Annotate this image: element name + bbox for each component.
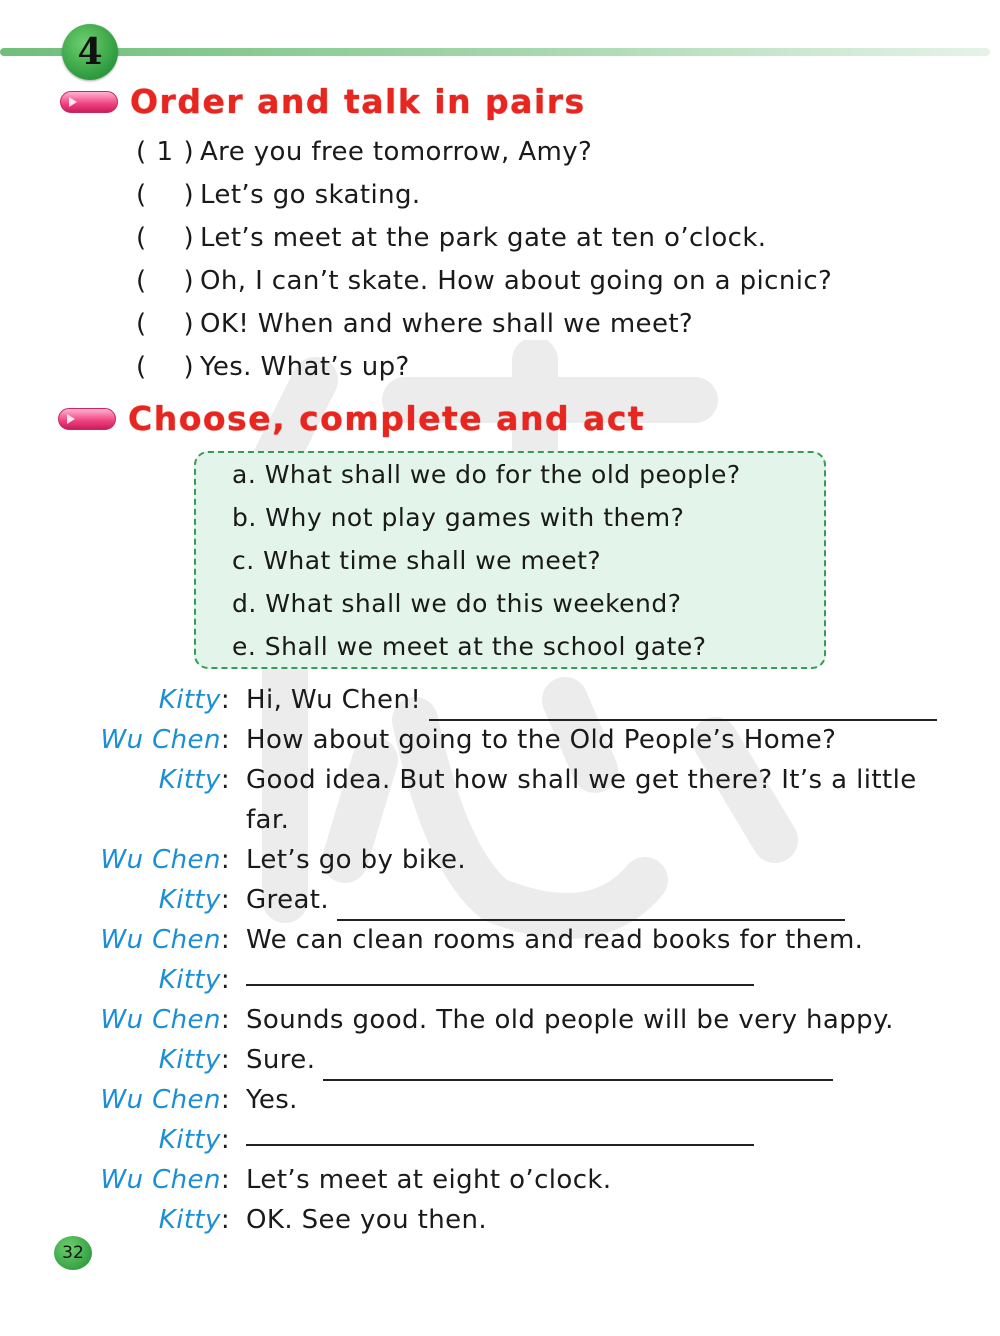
dialog-text: Let’s meet at eight o’clock.: [246, 1165, 612, 1195]
speaker: Kitty:: [158, 885, 230, 915]
unit-badge: [62, 24, 118, 80]
speaker-name: Kitty: [158, 1045, 221, 1075]
dialog-text: Great.: [246, 885, 330, 915]
order-item-text: Let’s meet at the park gate at ten o’clock.: [200, 222, 767, 253]
order-item: ( ) Oh, I can’t skate. How about going on a picnic?: [136, 265, 833, 296]
speaker-name: Kitty: [158, 1205, 221, 1235]
dialog-text: far.: [246, 805, 290, 835]
order-list: [136, 130, 832, 388]
speaker-name: Kitty: [158, 1125, 221, 1155]
order-item: ( ) Yes. What’s up?: [136, 351, 410, 382]
dialog-line: [0, 1160, 1000, 1200]
dialog-line: [0, 720, 1000, 760]
answer-blank[interactable]: [246, 1144, 754, 1146]
unit-number: 4: [77, 31, 103, 73]
dialog-text: We can clean rooms and read books for them.: [246, 925, 864, 955]
dialog-text: Hi, Wu Chen!: [246, 685, 422, 715]
order-number-field[interactable]: 1: [156, 136, 174, 167]
order-item: ( 1 ) Are you free tomorrow, Amy?: [136, 136, 593, 167]
order-number-field[interactable]: [155, 180, 175, 210]
speaker: Kitty:: [158, 1045, 230, 1075]
section-choose-title: Choose, complete and act: [128, 399, 646, 438]
speaker: Wu Chen:: [100, 1085, 230, 1115]
dialog-text: Sounds good. The old people will be very happy.: [246, 1005, 894, 1035]
order-item: ( ) Let’s go skating.: [136, 179, 421, 210]
order-item-text: OK! When and where shall we meet?: [200, 308, 694, 339]
speaker-name: Wu Chen: [100, 845, 221, 875]
play-pill-icon: [60, 91, 118, 113]
order-item-text: Yes. What’s up?: [200, 351, 410, 382]
order-item: ( ) Let’s meet at the park gate at ten o’clock.: [136, 222, 767, 253]
dialog-line: [0, 1040, 1000, 1080]
section-order-title: Order and talk in pairs: [130, 82, 586, 121]
section-order-header: [60, 82, 586, 121]
speaker: Kitty:: [158, 765, 230, 795]
speaker-name: Wu Chen: [100, 725, 221, 755]
dialog-text: Yes.: [246, 1085, 298, 1115]
answer-blank[interactable]: [246, 984, 754, 986]
choice-option: a. What shall we do for the old people?: [232, 460, 741, 489]
dialog-line: [0, 880, 1000, 920]
header-rule: [0, 48, 990, 56]
speaker: Wu Chen:: [100, 725, 230, 755]
choice-option: b. Why not play games with them?: [232, 503, 685, 532]
dialog-line: [0, 680, 1000, 720]
dialog-line: [0, 920, 1000, 960]
speaker-name: Kitty: [158, 765, 221, 795]
order-item-text: Oh, I can’t skate. How about going on a picnic?: [200, 265, 833, 296]
order-item-text: Are you free tomorrow, Amy?: [200, 136, 593, 167]
order-number-field[interactable]: [155, 266, 175, 296]
speaker-name: Kitty: [158, 885, 221, 915]
dialog-line: [0, 840, 1000, 880]
dialog-line: [0, 960, 1000, 1000]
dialog: [0, 680, 1000, 1240]
dialog-line: [0, 1000, 1000, 1040]
page-number: 32: [54, 1236, 92, 1270]
speaker: Wu Chen:: [100, 925, 230, 955]
speaker-name: Wu Chen: [100, 1085, 221, 1115]
choice-list: [232, 453, 741, 668]
dialog-line: [0, 1120, 1000, 1160]
speaker: Wu Chen:: [100, 1165, 230, 1195]
dialog-text: How about going to the Old People’s Home?: [246, 725, 837, 755]
section-choose-header: [58, 399, 645, 438]
speaker: Kitty:: [158, 965, 230, 995]
dialog-line: [0, 1200, 1000, 1240]
choice-option: d. What shall we do this weekend?: [232, 589, 682, 618]
dialog-line: [0, 760, 1000, 800]
speaker-name: Wu Chen: [100, 925, 221, 955]
dialog-line: [0, 800, 1000, 840]
speaker: Kitty:: [158, 685, 230, 715]
order-number-field[interactable]: [155, 352, 175, 382]
dialog-line: [0, 1080, 1000, 1120]
speaker-name: Kitty: [158, 965, 221, 995]
speaker: Wu Chen:: [100, 1005, 230, 1035]
dialog-text: OK. See you then.: [246, 1205, 488, 1235]
order-item: ( ) OK! When and where shall we meet?: [136, 308, 694, 339]
speaker-name: Wu Chen: [100, 1005, 221, 1035]
choice-option: e. Shall we meet at the school gate?: [232, 632, 707, 661]
speaker: Kitty:: [158, 1125, 230, 1155]
order-number-field[interactable]: [155, 309, 175, 339]
dialog-text: Good idea. But how shall we get there? It’s a little: [246, 765, 917, 795]
order-number-field[interactable]: [155, 223, 175, 253]
dialog-text: Let’s go by bike.: [246, 845, 467, 875]
choice-option: c. What time shall we meet?: [232, 546, 602, 575]
speaker-name: Wu Chen: [100, 1165, 221, 1195]
dialog-text: Sure.: [246, 1045, 316, 1075]
speaker-name: Kitty: [158, 685, 221, 715]
speaker: Kitty:: [158, 1205, 230, 1235]
play-pill-icon: [58, 408, 116, 430]
speaker: Wu Chen:: [100, 845, 230, 875]
order-item-text: Let’s go skating.: [200, 179, 421, 210]
